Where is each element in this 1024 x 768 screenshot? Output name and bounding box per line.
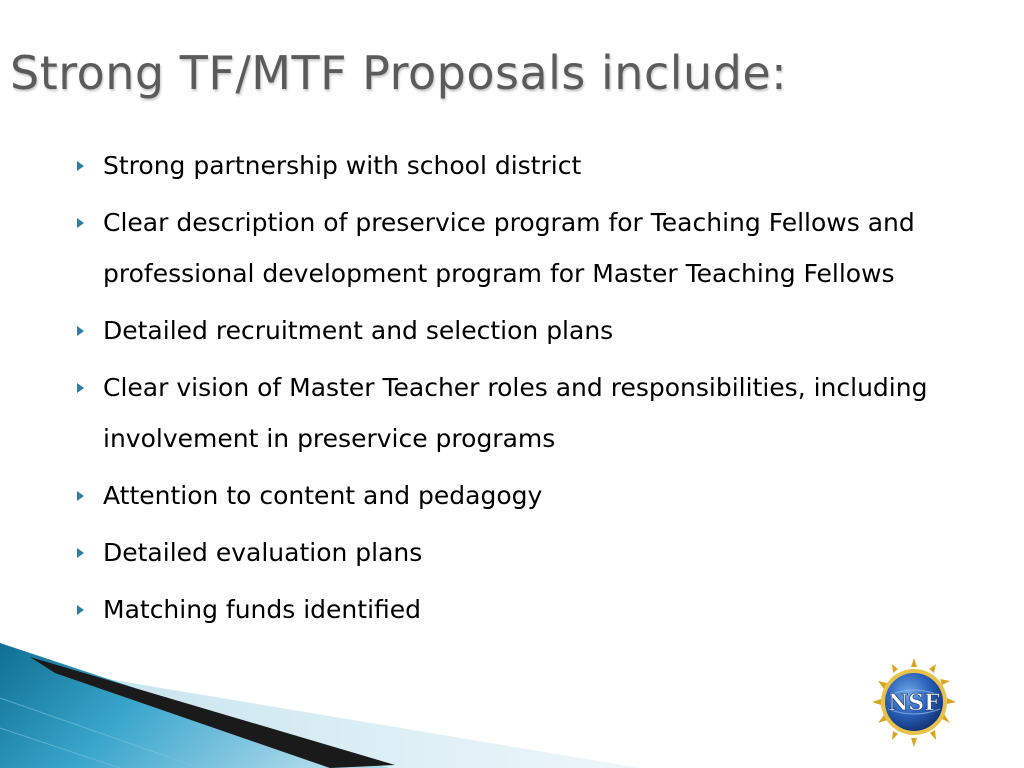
triangle-right-icon [76,305,103,356]
triangle-right-icon [76,140,103,191]
nsf-logo [868,655,960,751]
nsf-logo-text: NSF [888,690,940,716]
list-item [76,140,976,191]
triangle-right-icon [76,527,103,578]
bullet-text: Matching funds identified [103,595,422,624]
bullet-text: Strong partnership with school district [103,151,582,180]
list-item [76,584,976,635]
slide-title: Strong TF/MTF Proposals include: [10,46,788,100]
list-item [76,527,976,578]
bullet-text: Attention to content and pedagogy [103,481,543,510]
list-item [76,197,976,299]
triangle-right-icon [76,362,103,413]
bullet-text: Detailed recruitment and selection plans [103,316,614,345]
list-item [76,305,976,356]
triangle-right-icon [76,584,103,635]
bullet-text: Clear vision of Master Teacher roles and responsibilities, including involvement in preservice programs [103,373,928,453]
triangle-right-icon [76,470,103,521]
triangle-right-icon [76,197,103,248]
list-item [76,470,976,521]
corner-swoosh-decoration [0,643,640,768]
bullet-text: Detailed evaluation plans [103,538,423,567]
bullet-text: Clear description of preservice program for Teaching Fellows and professional development program for Master Teaching Fellows [103,208,915,288]
bullet-list [76,140,976,641]
list-item [76,362,976,464]
